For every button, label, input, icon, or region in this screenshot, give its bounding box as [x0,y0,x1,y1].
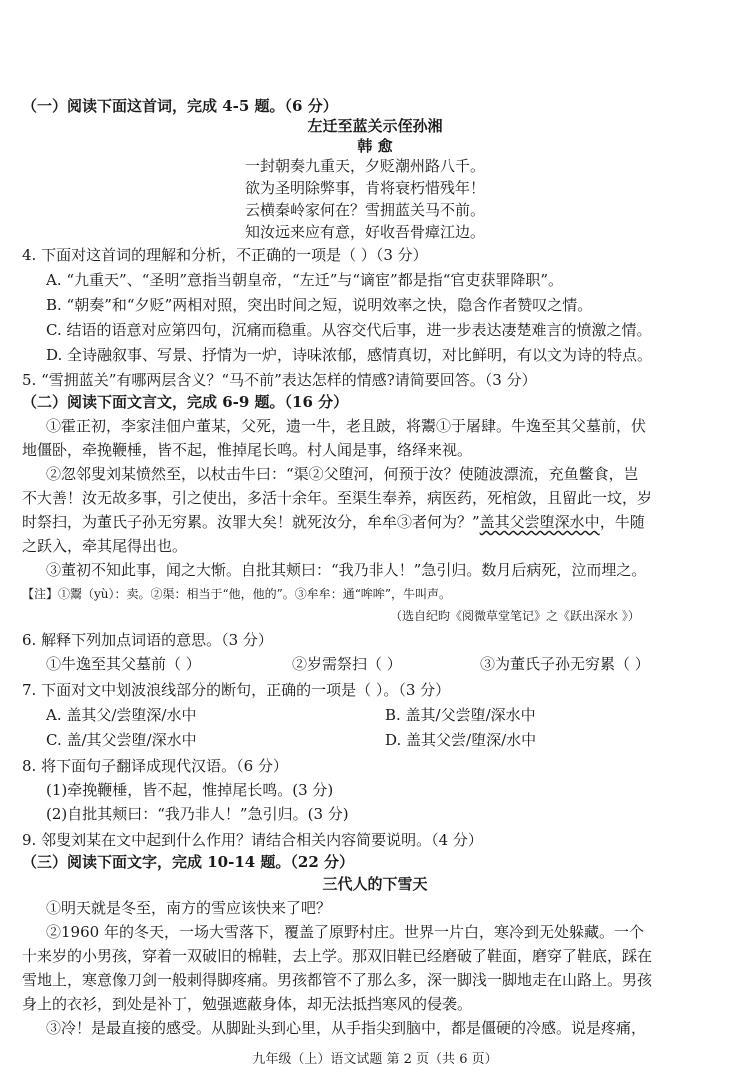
q8-sentence-2: (2)自批其颊曰：“我乃非人！”急引归。(3 分) [46,805,349,823]
article-p2: 雪地上，寒意像刀剑一般刺得脚疼痛。男孩都管不了那么多，深一脚浅一脚地走在山路上。男孩 [22,971,653,989]
q6-item-1: ①牛逸至其父墓前（ ） [46,655,201,673]
poem-title: 左迁至蓝关示侄孙湘 [307,117,443,135]
article-p2: ②1960 年的冬天，一场大雪落下，覆盖了原野村庄。世界一片白，寒冷到无处躲藏。一个 [46,923,644,941]
section-1-heading: （一）阅读下面这首词，完成 4-5 题。（6 分） [22,97,338,115]
article-title: 三代人的下雪天 [322,875,428,893]
article-p3: ③冷！是最直接的感受。从脚趾头到心里，从手指尖到脑中，都是僵硬的冷感。说是疼痛， [46,1019,647,1037]
q4-option-d: D. 全诗融叙事、写景、抒情为一炉，诗味浓郁，感情真切，对比鲜明，有以文为诗的特点。 [46,346,653,364]
q7-option-c: C. 盖/其父尝堕/深水中 [46,731,197,749]
classical-text-p1: 地僵卧，牵挽鞭棰，皆不起，惟掉尾长鸣。村人闻是事，络绎来视。 [22,441,473,459]
source-citation: （选自纪昀《阅微草堂笔记》之《跃出深水 》） [390,609,640,623]
q6-item-2: ②岁需祭扫（ ） [292,655,402,673]
poem-line: 一封朝奏九重天，夕贬潮州路八千。 [245,157,486,175]
classical-text-p1: ①霍正初，李家洼佃户董某，父死，遗一牛，老且跛，将鬻①于屠肆。牛逸至其父墓前，伏 [46,417,647,435]
q7-option-b: B. 盖其/父尝堕/深水中 [385,706,536,724]
wavy-underlined-phrase: 盖其父尝堕深水中 [479,513,600,531]
article-p2: 十来岁的小男孩，穿着一双破旧的棉鞋，去上学。那双旧鞋已经磨破了鞋面，磨穿了鞋底，踩在 [22,947,653,965]
question-6: 6. 解释下列加点词语的意思。（3 分） [22,631,273,649]
article-p1: ①明天就是冬至，南方的雪应该快来了吧？ [46,899,332,917]
question-9: 9. 邻叟刘某在文中起到什么作用？请结合相关内容简要说明。（4 分） [22,831,483,849]
q4-option-a: A. “九重天”、“圣明”意指当朝皇帝，“左迁”与“谪宦”都是指“官吏获罪降职”。 [46,271,564,289]
question-5: 5. “雪拥蓝关”有哪两层含义？“马不前”表达怎样的情感?请简要回答。（3 分） [22,371,537,389]
poem-line: 知汝远来应有意，好收吾骨瘴江边。 [245,223,486,241]
classical-text-p2: 不大善！汝无故多事，引之使出，多活十余年。至渠生奉养，病医药，死棺敛，且留此一坟，岁 [22,489,653,507]
question-4: 4. 下面对这首词的理解和分析，不正确的一项是（ ）（3 分） [22,246,428,264]
classical-text-p2-part: 时祭扫，为董氏子孙无穷累。汝罪大矣！就死汝分，牟牟③者何为？” [22,513,480,531]
classical-text-p3: ③董初不知此事，闻之大惭。自批其颊曰：“我乃非人！”急引归。数月后病死，泣而埋之。 [46,561,647,579]
classical-text-p2-part: ，牛随 [599,513,645,531]
q7-option-d: D. 盖其父尝/堕深/水中 [385,731,537,749]
classical-text-p2 [22,512,645,532]
q4-option-b: B. “朝奏”和“夕贬”两相对照，突出时间之短，说明效率之快，隐含作者赞叹之情。 [46,296,593,314]
classical-text-p2: 之跃入，牵其尾得出也。 [22,537,188,555]
page-footer: 九年级（上）语文试题 第 2 页（共 6 页） [252,1052,498,1067]
article-p2: 身上的衣衫，到处是补丁，勉强遮蔽身体，却无法抵挡寒风的侵袭。 [22,995,473,1013]
question-7: 7. 下面对文中划波浪线部分的断句，正确的一项是（ ）。（3 分） [22,681,451,699]
poem-author: 韩 愈 [357,137,393,155]
section-3-heading: （三）阅读下面文字，完成 10-14 题。（22 分） [22,853,355,871]
annotation-note: 【注】①鬻（yù）：卖。②渠：相当于“他，他的”。③牟牟：通“哞哞”，牛叫声。 [22,587,452,601]
q7-option-a: A. 盖其父/尝堕深/水中 [46,706,197,724]
section-2-heading: （二）阅读下面文言文，完成 6-9 题。（16 分） [22,393,349,411]
q8-sentence-1: (1)牵挽鞭棰，皆不起，惟掉尾长鸣。(3 分) [46,781,334,799]
classical-text-p2: ②忽邻叟刘某愤然至，以杖击牛曰：“渠②父堕河，何预于汝？使随波漂流，充鱼鳖食，岂 [46,465,639,483]
q4-option-c: C. 结语的语意对应第四句，沉痛而稳重。从容交代后事，进一步表达凄楚难言的愤激之情。 [46,321,652,339]
poem-line: 欲为圣明除弊事，肯将衰朽惜残年！ [245,179,486,197]
poem-line: 云横秦岭家何在？雪拥蓝关马不前。 [245,201,486,219]
q6-item-3: ③为董氏子孙无穷累（ ） [480,655,650,673]
question-8: 8. 将下面句子翻译成现代汉语。（6 分） [22,757,288,775]
